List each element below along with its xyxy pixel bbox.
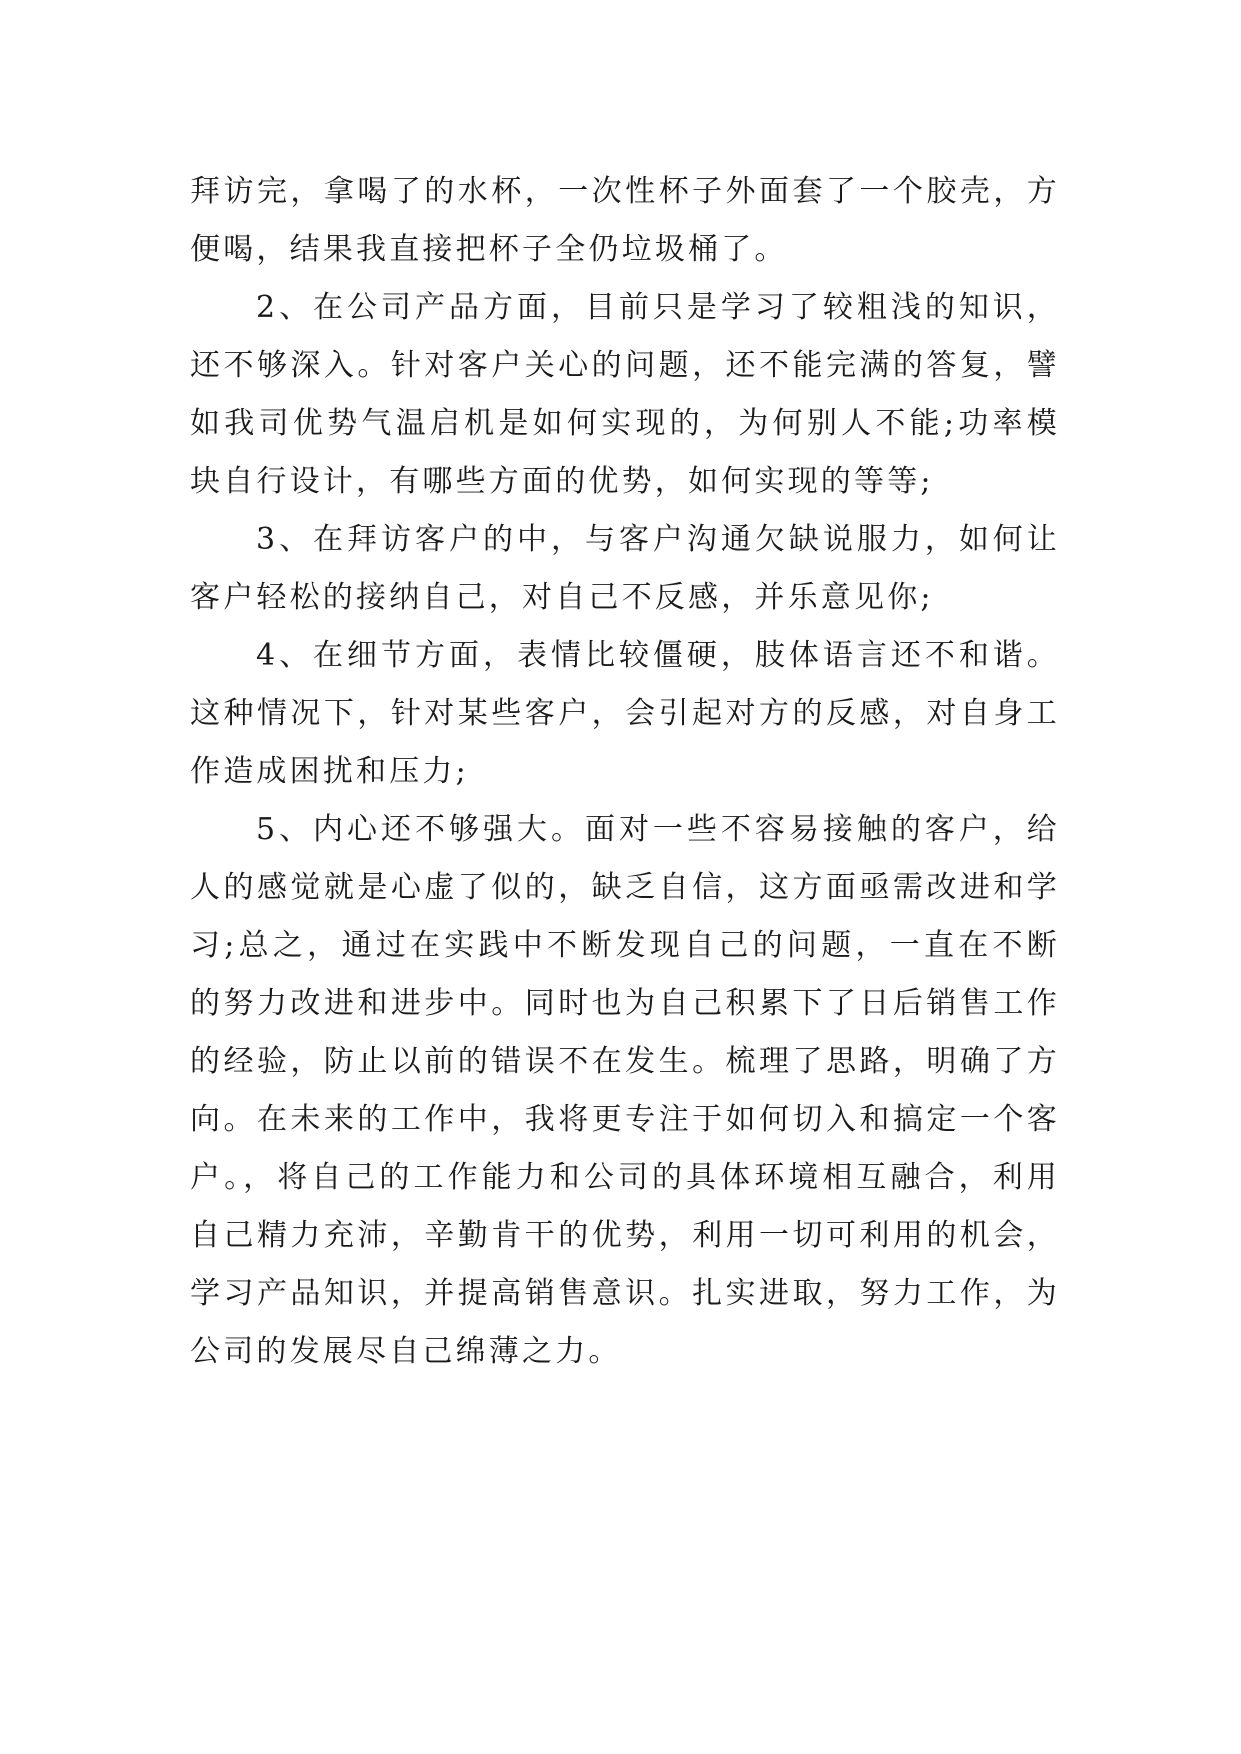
paragraph-point-5: 5、内心还不够强大。面对一些不容易接触的客户，给人的感觉就是心虚了似的，缺乏自信，这方面亟需改进和学习;总之，通过在实践中不断发现自己的问题，一直在不断的努力改进和进步中。同时也为自己积累下了日后销售工作的经验，防止以前的错误不在发生。梳理了思路，明确了方向。在未来的工作中，我将更专注于如何切入和搞定一个客户。，将自己的工作能力和公司的具体环境相互融合，利用自己精力充沛，辛勤肯干的优势，利用一切可利用的机会，学习产品知识，并提高销售意识。扎实进取，努力工作，为公司的发展尽自己绵薄之力。 [190,812,1060,1369]
paragraph-point-3: 3、在拜访客户的中，与客户沟通欠缺说服力，如何让客户轻松的接纳自己，对自己不反感，并乐意见你; [190,522,1060,615]
paragraph-point-4: 4、在细节方面，表情比较僵硬，肢体语言还不和谐。这种情况下，针对某些客户，会引起对方的反感，对自身工作造成困扰和压力; [190,638,1060,789]
document-body [190,163,1060,1381]
paragraph-intro-continuation: 拜访完，拿喝了的水杯，一次性杯子外面套了一个胶壳，方便喝，结果我直接把杯子全仍垃圾桶了。 [190,174,1060,267]
paragraph-point-2: 2、在公司产品方面，目前只是学习了较粗浅的知识，还不够深入。针对客户关心的问题，还不能完满的答复，譬如我司优势气温启机是如何实现的，为何别人不能;功率模块自行设计，有哪些方面的优势，如何实现的等等; [190,290,1060,499]
